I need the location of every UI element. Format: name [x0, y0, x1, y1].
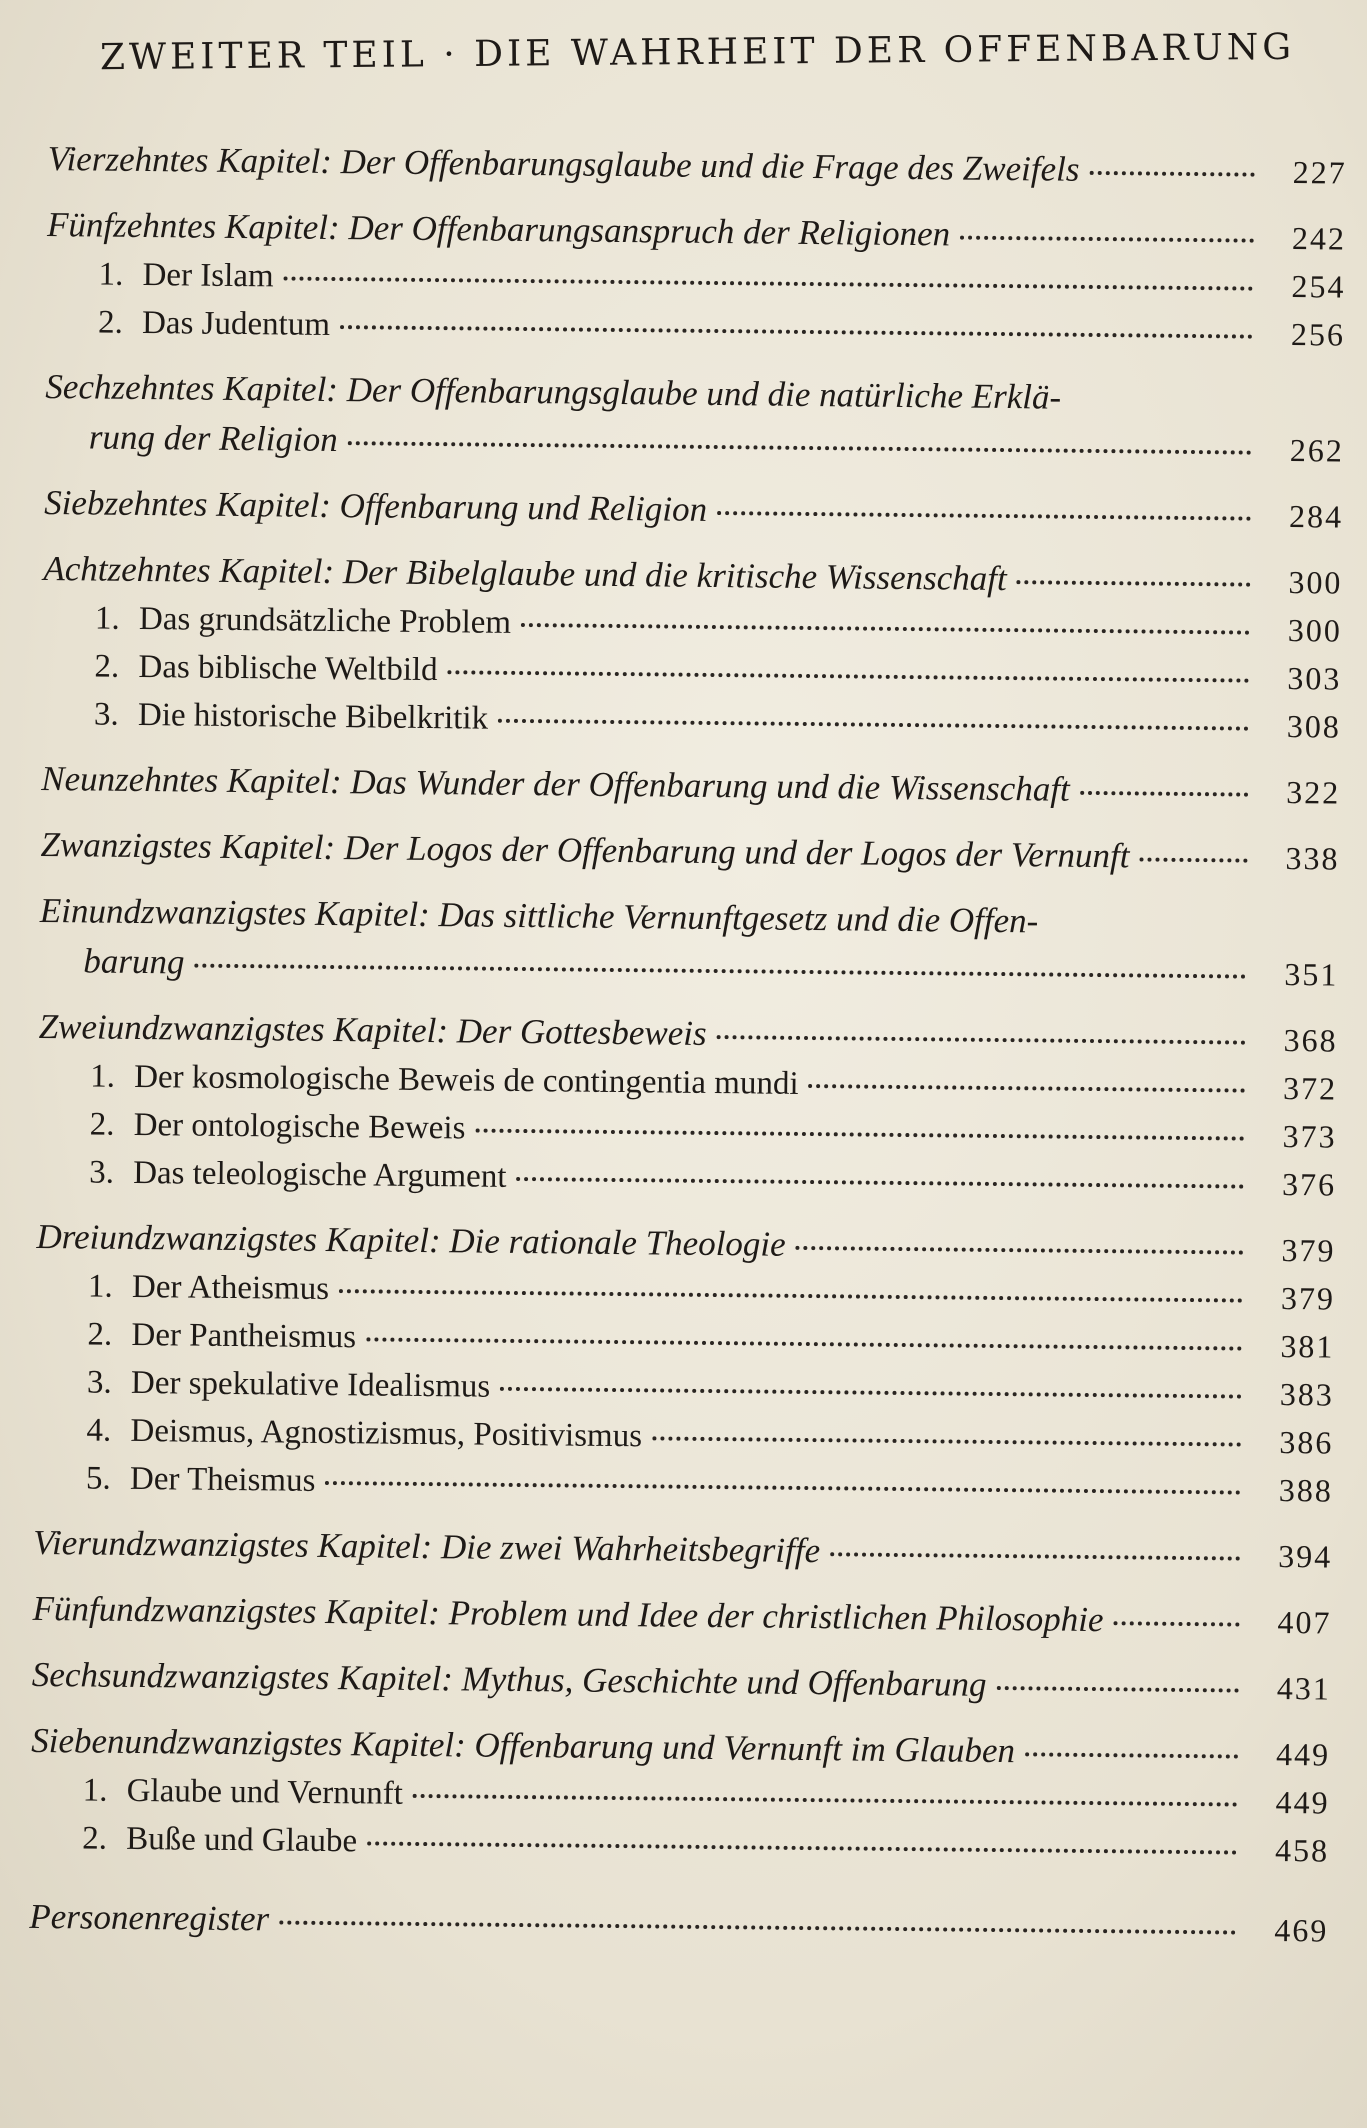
- chapter-title: Neunzehntes Kapitel: Das Wunder der Offenbarung und die Wissenschaft: [41, 758, 1070, 809]
- dot-leader: [279, 1921, 1236, 1935]
- toc-chapter-entry: [32, 1589, 1331, 1643]
- chapter-title: Zweiundzwanzigstes Kapitel: Der Gottesbeweis: [38, 1006, 707, 1053]
- page-number: 284: [1288, 498, 1344, 535]
- chapter-title: Fünfzehntes Kapitel: Der Offenbarungsanspruch der Religionen: [46, 204, 951, 254]
- section-label: Buße und Glaube: [126, 1820, 358, 1860]
- dot-leader: [717, 511, 1251, 521]
- toc-section-entry: [36, 1267, 1335, 1319]
- toc-chapter-entry: [31, 1721, 1330, 1775]
- dot-leader: [194, 964, 1246, 979]
- section-label: Glaube und Vernunft: [126, 1772, 404, 1812]
- chapter-title: Siebenundzwanzigstes Kapitel: Offenbarung und Vernunft im Glauben: [31, 1720, 1016, 1771]
- dot-leader: [809, 1084, 1246, 1093]
- toc-chapter-entry: [39, 891, 1339, 995]
- toc-section-entry: [34, 1459, 1333, 1511]
- section-number: 3.: [88, 1154, 115, 1191]
- section-label: Der Pantheismus: [131, 1316, 357, 1356]
- page-number: 256: [1290, 316, 1346, 353]
- dot-leader: [1080, 791, 1249, 797]
- section-title: [98, 257, 273, 296]
- section-title: ZWEITER TEIL · DIE WAHRHEIT DER OFFENBARUNG: [99, 26, 1296, 79]
- toc-chapter-entry: [43, 549, 1342, 603]
- section-label: Das biblische Weltbild: [138, 648, 438, 689]
- page-number: 338: [1285, 839, 1340, 877]
- section-title: [95, 601, 511, 642]
- page-number: 368: [1283, 1021, 1338, 1059]
- toc-section-entry: [38, 1057, 1337, 1109]
- toc-chapter-entry: [36, 1217, 1335, 1271]
- dot-leader: [284, 276, 1254, 290]
- page-number: 300: [1288, 564, 1343, 601]
- page-number: 373: [1282, 1117, 1337, 1155]
- table-of-contents: [29, 139, 1347, 1951]
- page-number: 300: [1287, 612, 1343, 649]
- dot-leader: [796, 1246, 1244, 1255]
- chapter-title: Sechsundzwanzigstes Kapitel: Mythus, Geschichte und Offenbarung: [31, 1654, 987, 1704]
- section-number: 1.: [82, 1772, 108, 1809]
- page-number: 254: [1291, 268, 1346, 305]
- section-title: [83, 1772, 404, 1812]
- chapter-title: Vierzehntes Kapitel: Der Offenbarungsglaube und die Frage des Zweifels: [47, 139, 1080, 189]
- dot-leader: [1113, 1621, 1239, 1626]
- dot-leader: [500, 1387, 1242, 1399]
- page-number: 379: [1281, 1231, 1336, 1269]
- section-number: 1.: [98, 256, 124, 293]
- section-title: [89, 1106, 465, 1147]
- chapter-title: Zwanzigstes Kapitel: Der Logos der Offenbarung und der Logos der Vernunft: [40, 824, 1130, 876]
- toc-section-entry: [43, 599, 1342, 651]
- section-number: 5.: [85, 1460, 111, 1497]
- section-label: Die historische Bibelkritik: [137, 696, 489, 737]
- chapter-title: Vierundzwanzigstes Kapitel: Die zwei Wahrheitsbegriffe: [33, 1522, 821, 1571]
- section-title: [90, 1058, 799, 1102]
- section-label: Der kosmologische Beweis de contingentia mundi: [133, 1058, 799, 1102]
- dot-leader: [1025, 1752, 1238, 1758]
- page-number: 449: [1275, 1783, 1330, 1821]
- section-title: [98, 305, 330, 344]
- section-label: Der Atheismus: [131, 1268, 330, 1308]
- dot-leader: [475, 1129, 1244, 1141]
- section-label: Das Judentum: [141, 304, 331, 343]
- section-number: 1.: [87, 1268, 113, 1305]
- section-number: 2.: [87, 1316, 113, 1353]
- toc-section-entry: [35, 1363, 1334, 1415]
- dot-leader: [366, 1337, 1242, 1350]
- section-number: 2.: [89, 1106, 115, 1143]
- section-number: 3.: [93, 696, 119, 733]
- page-number: 394: [1278, 1537, 1333, 1575]
- section-label: Deismus, Agnostizismus, Positivismus: [130, 1412, 643, 1455]
- section-title: [87, 1316, 356, 1356]
- toc-section-entry: [31, 1771, 1330, 1823]
- toc-chapter-entry: [47, 205, 1346, 259]
- dot-leader: [340, 325, 1253, 339]
- section-label: Das grundsätzliche Problem: [138, 600, 512, 641]
- dot-leader: [996, 1686, 1238, 1693]
- dot-leader: [1089, 171, 1254, 177]
- chapter-title-line-2: [45, 417, 1344, 471]
- toc-chapter-entry: [48, 139, 1347, 193]
- section-label: Der ontologische Beweis: [133, 1106, 466, 1147]
- dot-leader: [1017, 580, 1251, 586]
- toc-section-entry: [46, 303, 1345, 355]
- page-number: 351: [1284, 955, 1339, 993]
- toc-chapter-entry: [44, 483, 1343, 537]
- dot-leader: [448, 670, 1250, 682]
- dot-leader: [830, 1552, 1240, 1560]
- page-number: 322: [1286, 774, 1341, 811]
- dot-leader: [348, 441, 1252, 454]
- page-number: 383: [1279, 1375, 1335, 1413]
- section-number: 2.: [97, 304, 124, 341]
- toc-register-entry: [29, 1897, 1328, 1951]
- section-number: 3.: [86, 1364, 112, 1401]
- toc-chapter-entry: [41, 759, 1340, 813]
- section-title: [94, 649, 438, 690]
- section-title: [82, 1820, 357, 1860]
- section-number: 2.: [82, 1820, 108, 1857]
- chapter-title: Dreiundzwanzigstes Kapitel: Die rationale Theologie: [36, 1216, 786, 1264]
- page-number: 431: [1276, 1669, 1332, 1707]
- section-title: [94, 697, 488, 738]
- page-number: 469: [1274, 1911, 1329, 1949]
- page-number: 388: [1278, 1471, 1334, 1509]
- toc-section-entry: [37, 1105, 1336, 1157]
- dot-leader: [960, 236, 1254, 243]
- register-title: Personenregister: [29, 1896, 270, 1939]
- chapter-title: Siebzehntes Kapitel: Offenbarung und Religion: [43, 482, 708, 529]
- chapter-title-continuation: barung: [83, 941, 185, 982]
- toc-chapter-entry: [45, 367, 1345, 471]
- page-number: 372: [1282, 1069, 1338, 1107]
- chapter-title-line-2: [39, 941, 1338, 995]
- page-number: 449: [1275, 1735, 1331, 1773]
- chapter-title: Achtzehntes Kapitel: Der Bibelglaube und die kritische Wissenschaft: [43, 548, 1007, 599]
- chapter-title-continuation: rung der Religion: [88, 417, 338, 460]
- toc-section-entry: [42, 695, 1341, 747]
- dot-leader: [498, 719, 1249, 731]
- section-title: [89, 1154, 507, 1195]
- chapter-title-line-1: Sechzehntes Kapitel: Der Offenbarungsglaube und die natürliche Erklä-: [45, 366, 1062, 417]
- toc-chapter-entry: [40, 825, 1339, 879]
- page-number: 376: [1281, 1165, 1337, 1203]
- dot-leader: [652, 1436, 1241, 1446]
- dot-leader: [339, 1289, 1243, 1302]
- dot-leader: [413, 1794, 1238, 1807]
- section-number: 4.: [86, 1412, 112, 1449]
- page-number: 458: [1274, 1831, 1330, 1869]
- section-label: Das teleologische Argument: [132, 1154, 507, 1195]
- toc-chapter-entry: [38, 1007, 1337, 1061]
- toc-chapter-entry: [33, 1523, 1332, 1577]
- section-title: [87, 1364, 491, 1405]
- toc-section-entry: [34, 1411, 1333, 1463]
- section-label: Der spekulative Idealismus: [130, 1364, 491, 1405]
- page-number: 381: [1280, 1327, 1335, 1365]
- section-title: [86, 1460, 316, 1499]
- page-number: 242: [1291, 220, 1347, 257]
- dot-leader: [717, 1035, 1246, 1045]
- dot-leader: [1139, 857, 1247, 862]
- toc-chapter-entry: [32, 1655, 1331, 1709]
- page-number: 379: [1280, 1279, 1336, 1317]
- page-number: 308: [1286, 708, 1342, 745]
- dot-leader: [367, 1841, 1237, 1854]
- toc-section-entry: [37, 1153, 1336, 1205]
- section-number: 2.: [94, 648, 120, 685]
- toc-section-entry: [35, 1315, 1334, 1367]
- page-number: 407: [1277, 1603, 1332, 1641]
- section-number: 1.: [94, 600, 120, 637]
- page-number: 262: [1289, 432, 1344, 469]
- page-number: 227: [1292, 154, 1347, 191]
- toc-section-entry: [46, 255, 1345, 307]
- toc-section-entry: [30, 1819, 1329, 1871]
- section-label: Der Theismus: [129, 1460, 316, 1499]
- toc-section-entry: [42, 647, 1341, 699]
- section-title: [86, 1412, 642, 1455]
- section-number: 1.: [89, 1058, 116, 1095]
- section-label: Der Islam: [142, 256, 274, 295]
- section-title: [88, 1268, 329, 1308]
- page-number: 386: [1279, 1423, 1334, 1461]
- dot-leader: [325, 1481, 1241, 1495]
- dot-leader: [521, 623, 1250, 635]
- chapter-title-line-1: Einundzwanzigstes Kapitel: Das sittliche Vernunftgesetz und die Offen-: [39, 890, 1039, 941]
- dot-leader: [516, 1177, 1244, 1189]
- chapter-title: Fünfundzwanzigstes Kapitel: Problem und Idee der christlichen Philosophie: [32, 1588, 1104, 1640]
- page-number: 303: [1287, 660, 1342, 697]
